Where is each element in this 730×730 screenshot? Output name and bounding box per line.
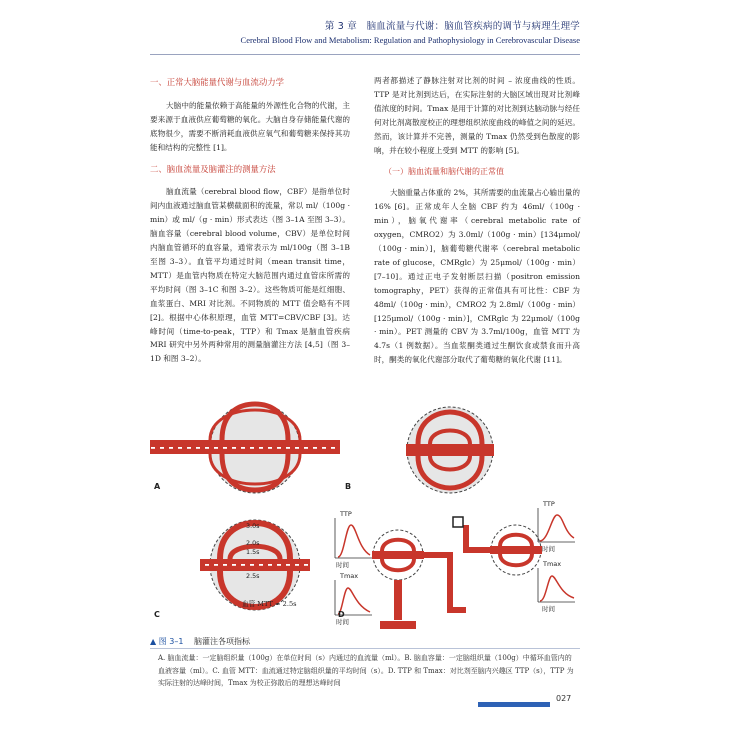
panel-d-time-left-1: 时间 xyxy=(336,561,349,569)
figure-number: ▲ 图 3–1 xyxy=(150,637,184,646)
panel-c-time-3: 1.5s xyxy=(246,548,260,556)
figure-illustration xyxy=(150,390,580,630)
footer-accent-bar xyxy=(478,702,550,707)
figure-caption-text: A. 脑血流量：一定脑组织量（100g）在单位时间（s）内通过的血流量（ml）。B. 脑血容量：一定脑组织量（100g）中循环血管内的血液容量（ml）。C. 血管 MTT：血流通过特定脑组织量的平均时间（s）。D. TTP 和 Tmax：对比剂至脑内兴趣区 TTP（s），TTP 为实际注射的达峰时间，Tmax 为校正弥散后的理想达峰时间 xyxy=(158,654,574,687)
panel-c-mtt-label: 血管 MTT = 2.5s xyxy=(242,600,297,608)
panel-a-label: A xyxy=(154,482,161,491)
right-column xyxy=(374,74,580,371)
section-2-paragraph: 脑血流量（cerebral blood flow，CBF）是指单位时间内血液通过脑血管某横截面积的流量，常以 ml/（100g · min）或 ml/（g · min）形式表达（图 3–1A 至图 3–3）。脑血容量（cerebral blood volume，CBV）是单位时间内脑血管循环的血容量，通常表示为 ml/100g（图 3–1B 至图 3–3）。血管平均通过时间（mean transit time，MTT）是血管内物质在特定大脑范围内通过血管床所需的平均时间（图 3–1C 和图 3–2）。这些物质可能是红细胞、血浆蛋白、MRI 对比剂。不同物质的 MTT 值会略有不同 [2]。根据中心体积原理，血管 MTT=CBV/CBF [3]。达峰时间（time-to-peak，TTP）和 Tmax 是脑血管疾病 MRI 研究中另外两种常用的测量脑灌注方法 [4,5]（图 3–1D 和图 3–2）。 xyxy=(150,187,350,364)
continued-paragraph: 两者都描述了静脉注射对比剂的时间 – 浓度曲线的性质。TTP 是对比剂到达后，在实际注射的大脑区域出现对比剂峰值浓度的时间。Tmax 是用于计算的对比剂到达脑动脉与经任何对比剂离散度校正的理想组织浓度曲线的峰值之间的延迟。然而，该计算并不完善，测量的 Tmax 仍然受到色散度的影响，并在较小程度上受到 MTT 的影响 [5]。 xyxy=(374,76,580,155)
panel-b-label: B xyxy=(345,482,352,491)
figure-title: 脑灌注各项指标 xyxy=(193,637,250,646)
panel-c-time-1: 3.0s xyxy=(246,522,260,530)
chapter-title-en: Cerebral Blood Flow and Metabolism: Regulation and Pathophysiology in Cerebrovascular Disease xyxy=(240,35,580,45)
panel-c-time-4: 2.5s xyxy=(246,572,260,580)
running-header xyxy=(241,18,580,45)
panel-d-tmax-left: Tmax xyxy=(340,572,359,580)
panel-c-diagram xyxy=(200,520,310,610)
chapter-title: 第 3 章 脑血流量与代谢：脑血管疾病的调节与病理生理学 xyxy=(324,21,580,32)
panel-d-time-left-2: 时间 xyxy=(336,618,349,626)
panel-d-ttp-left: TTP xyxy=(340,510,352,518)
panel-d-diagram xyxy=(335,508,575,625)
caption-rule xyxy=(150,648,580,649)
panel-d-time-right-2: 时间 xyxy=(542,605,555,613)
section-1-paragraph: 大脑中的能量依赖于高能量的外源性化合物的代谢，主要来源于血液供应葡萄糖的氧化。大脑自身存储能量代谢的底物很少，需要不断消耗血液供应氧气和葡萄糖来保持其功能和结构的完整性 [1]。 xyxy=(150,100,350,152)
section-1-heading: 一、正常大脑能量代谢与血流动力学 xyxy=(150,77,284,87)
panel-d-ttp-right: TTP xyxy=(543,500,555,508)
subsection-paragraph: 大脑重量占体重的 2%，其所需要的血流量占心输出量的 16% [6]。正常成年人全脑 CBF 约为 46ml/（100g · min），脑氧代谢率（cerebral metabolic rate of oxygen，CMRO2）为 3.0ml/（100g · min）[134μmol/（100g · min）]，脑葡萄糖代谢率（cerebral metabolic rate of glucose，CMRglc）为 25μmol/（100g · min）[7–10]。通过正电子发射断层扫描（positron emission tomography，PET）获得的正常值具有可比性：CBF 为 48ml/（100g · min），CMRO2 为 2.8ml/（100g · min）[125μmol/（100g · min）]，CMRglc 为 22μmol/（100g · min）。PET 测量的 CBV 为 3.7ml/100g，血管 MTT 为 4.7s（1 例数据）。当血浆酮类通过生酮饮食或禁食而升高时，酮类的氧化代谢部分取代了葡萄糖的氧化代谢 [11]。 xyxy=(374,188,580,365)
panel-d-tmax-right: Tmax xyxy=(543,560,562,568)
header-rule xyxy=(150,54,580,55)
subsection-heading: （一）脑血流量和脑代谢的正常值 xyxy=(384,167,504,177)
panel-d-time-right-1: 时间 xyxy=(542,545,555,553)
section-2-heading: 二、脑血流量及脑灌注的测量方法 xyxy=(150,163,276,174)
figure-caption-heading xyxy=(150,636,250,647)
page-number: 027 xyxy=(556,694,572,703)
panel-a-diagram xyxy=(150,403,340,493)
left-column xyxy=(150,74,350,370)
figure-3-1 xyxy=(150,390,580,630)
panel-c-label: C xyxy=(154,610,160,619)
panel-c-time-2: 2.0s xyxy=(246,539,260,547)
panel-d-label: D xyxy=(338,610,345,619)
panel-b-diagram xyxy=(406,407,494,493)
